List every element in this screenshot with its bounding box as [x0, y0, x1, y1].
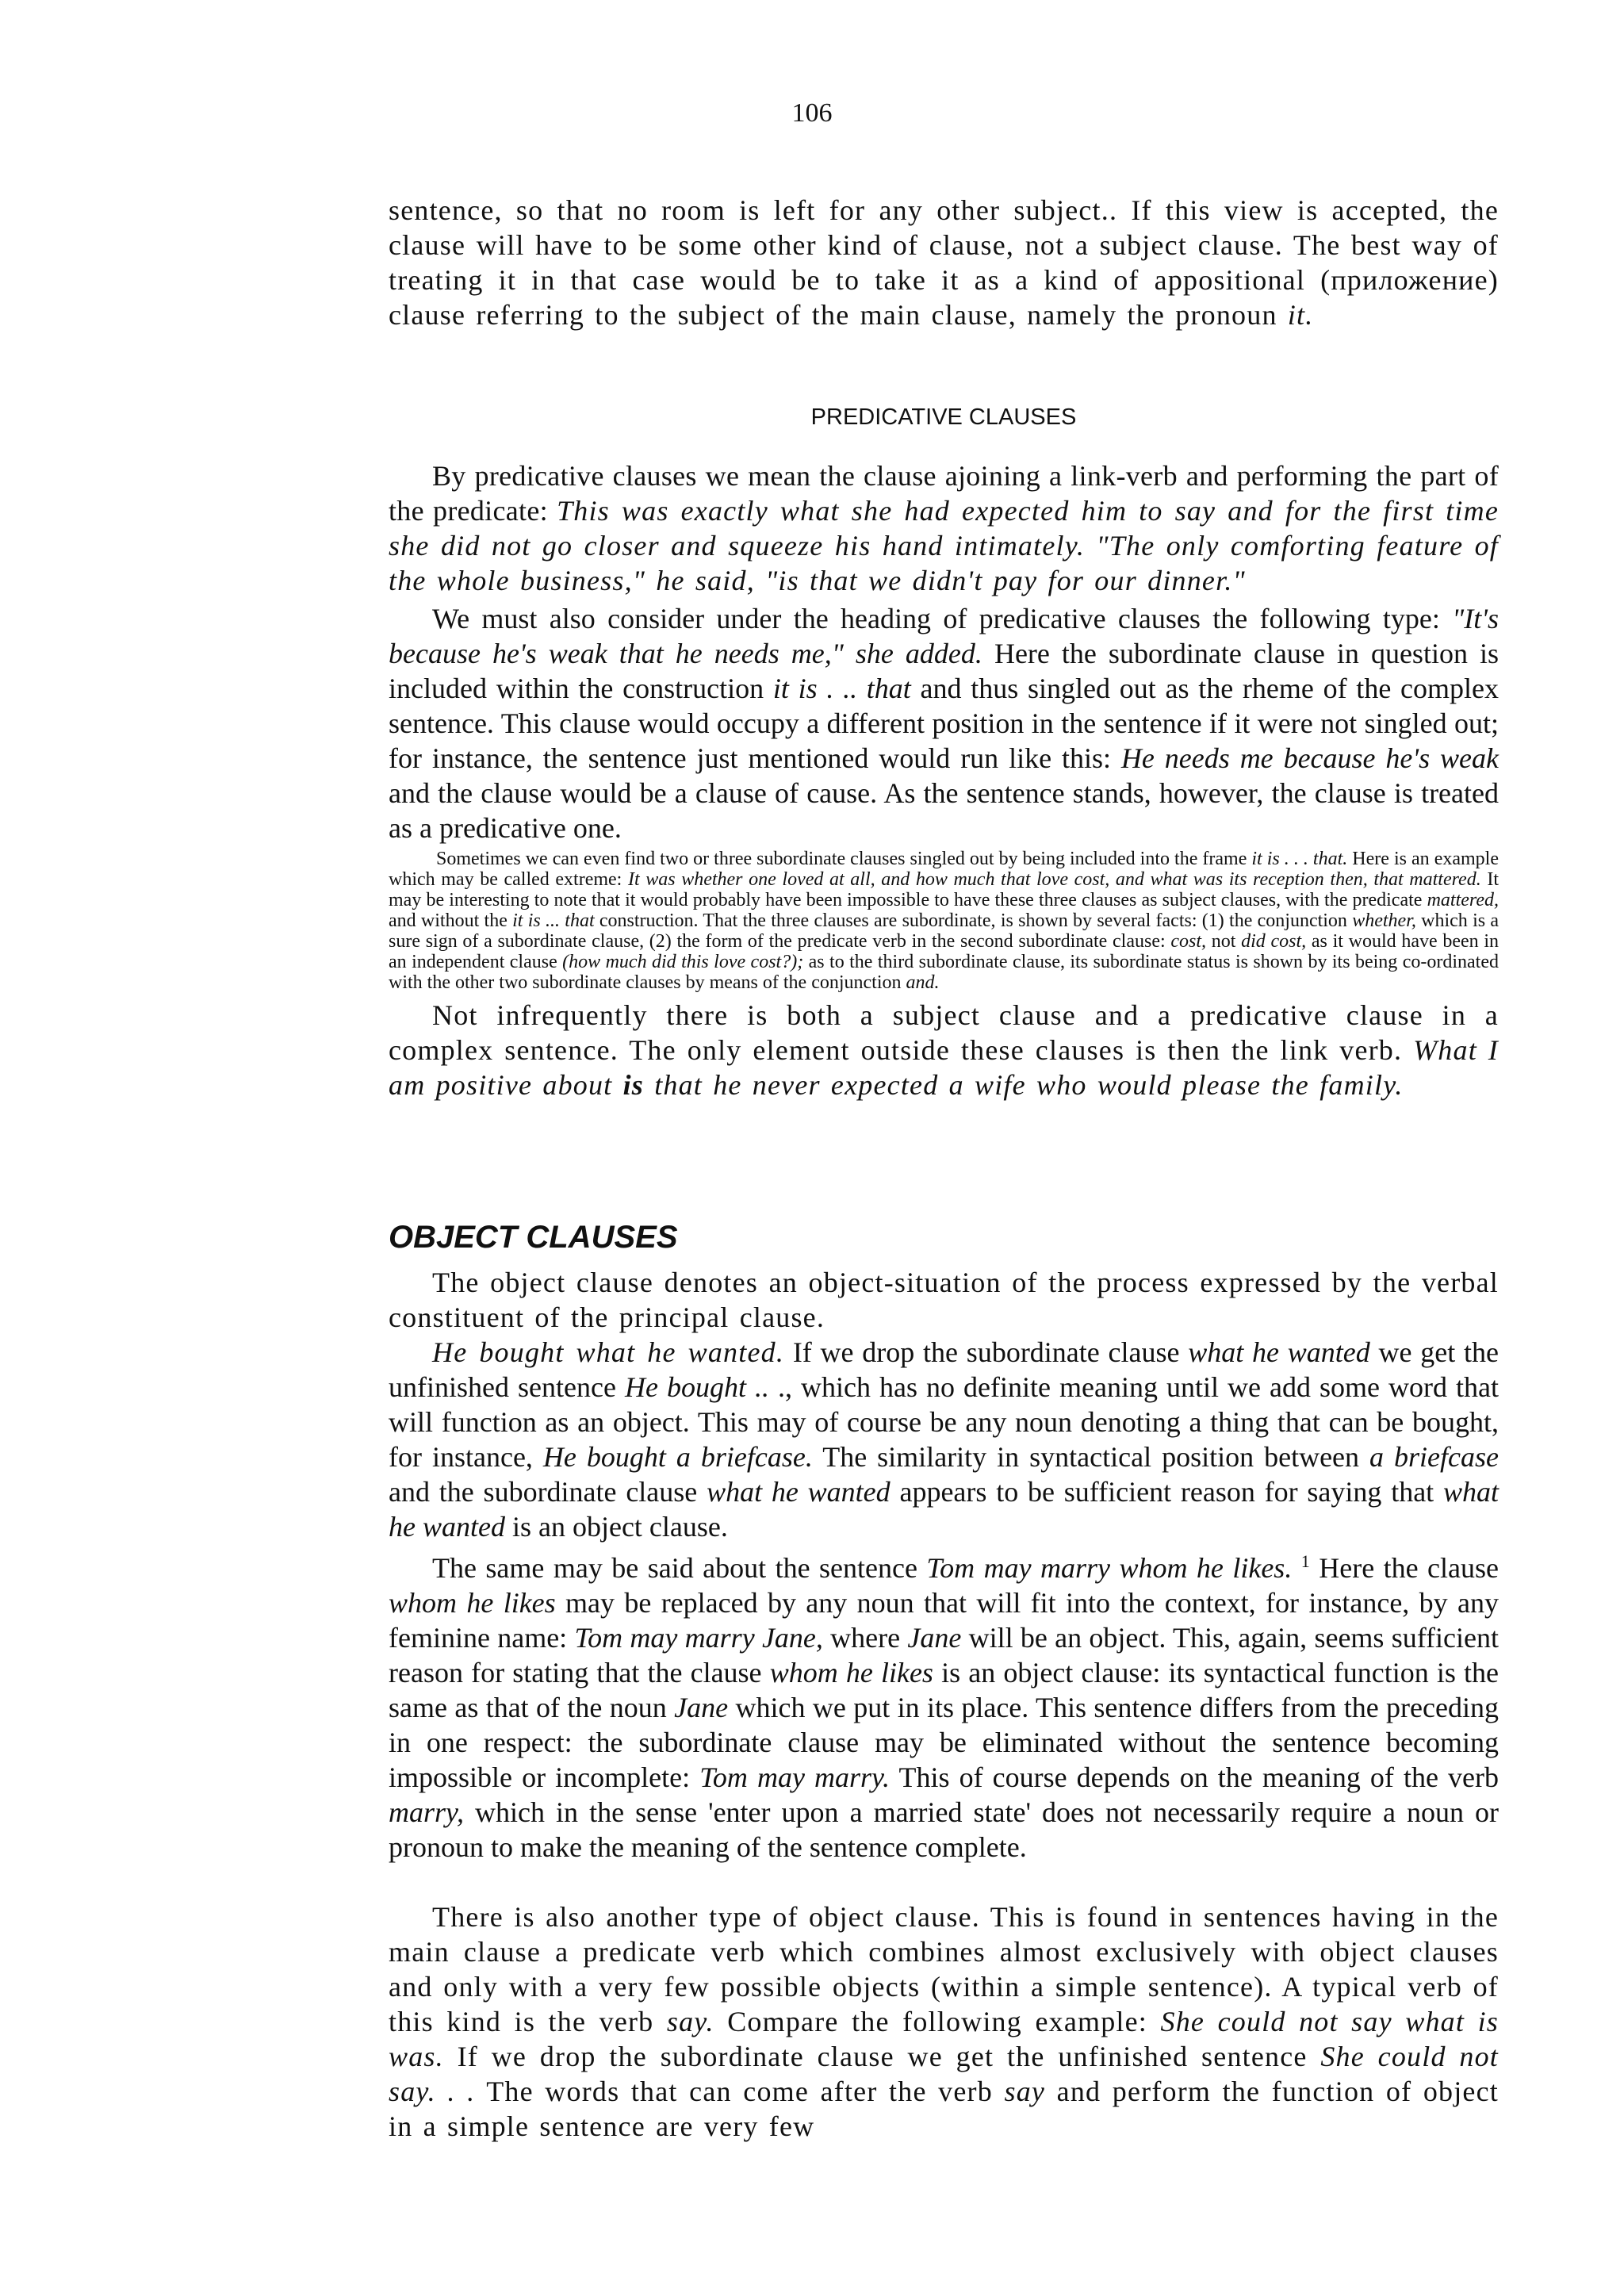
example-text: This was exactly what she had expected him to say and for the first time she did not go closer and squeeze his hand intimately. "The only comforting feature of the whole business," he said, "is that we didn't pay for our dinner.": [389, 495, 1499, 596]
text-run: and perform the function of object in a simple sentence are very few: [389, 2076, 1499, 2142]
text-run: where: [822, 1622, 908, 1654]
text-run: If we drop the subordinate clause we get the unfinished sentence: [443, 2041, 1321, 2072]
example-text: He bought what he wanted.: [432, 1336, 785, 1368]
example-text: Tom may marry whom he likes.: [926, 1552, 1293, 1584]
predicative-small-note: [389, 849, 1499, 993]
predicative-heading: PREDICATIVE CLAUSES: [810, 404, 1077, 430]
example-text: It was whether one loved at all, and how much that love cost, and what was its reception then, that mattered.: [627, 869, 1481, 890]
example-text: He bought ..: [624, 1371, 769, 1403]
intro-paragraph: [389, 193, 1499, 332]
text-run: not: [1206, 931, 1242, 952]
example-text: whom he likes: [389, 1587, 556, 1619]
example-text: She could not say what is was.: [389, 2006, 1499, 2072]
example-text: say.: [666, 2006, 714, 2037]
text-run: By predicative clauses we mean the clause ajoining a link-verb and performing the part of the predicate:: [389, 460, 1499, 527]
example-text: and.: [906, 972, 940, 993]
example-text: say: [1004, 2076, 1046, 2107]
object-section: [389, 1265, 1499, 2144]
emphasis-text: is: [622, 1069, 644, 1101]
text-run: will be an object. This, again, seems sufficient reason for stating that the clause: [389, 1622, 1499, 1688]
text-run: which is a sure sign of a subordinate clause, (2) the form of the predicate verb in the second subordinate clause:: [389, 910, 1500, 952]
text-run: We must also consider under the heading of predicative clauses the following type:: [432, 603, 1453, 634]
example-text: "It's because he's weak that he needs me," she added.: [389, 603, 1499, 669]
example-text: She could not say. . .: [389, 2041, 1500, 2107]
text-run: which in the sense 'enter upon a married state' does not necessarily require a noun or pronoun to make the meaning of the sentence complete.: [389, 1796, 1499, 1863]
example-text: it is . .. that: [772, 673, 911, 704]
intro-text: sentence, so that no room is left for any other subject.. If this view is accepted, the clause will have to be some other kind of clause, not a subject clause. The best way of treating it in that case would be to take it as a kind of appositional (приложение) clause referring to the subject of the main clause, namely the pronoun: [389, 194, 1499, 331]
text-run: If we drop the subordinate clause: [784, 1336, 1189, 1368]
text-run: and thus singled out as the rheme of the complex sentence. This clause would occupy a different position in the sentence if it were not singled out; for instance, the sentence just mentioned would run like this:: [389, 673, 1499, 774]
text-run: ., which has no definite meaning until we add some word that will function as an object. This may of course be any noun denoting a thing that can be bought, for instance,: [389, 1371, 1499, 1473]
text-run: Here the clause: [1309, 1552, 1500, 1584]
text-run: The similarity in syntactical position between: [812, 1441, 1370, 1473]
text-run: There is also another type of object clause. This is found in sentences having in the main clause a predicate verb which combines almost exclusively with object clauses and only with a very few possible objects (within a simple sentence). A typical verb of this kind is the verb: [389, 1901, 1499, 2037]
example-text: mattered,: [1427, 890, 1499, 910]
text-run: The same may be said about the sentence: [432, 1552, 927, 1584]
object-paragraph-1: The object clause denotes an object-situation of the process expressed by the verbal constituent of the principal clause.: [389, 1267, 1499, 1333]
example-text: cost,: [1170, 931, 1207, 952]
predicative-paragraph-2: [389, 601, 1499, 845]
text-run: is an object clause: its syntactical function is the same as that of the noun: [389, 1657, 1500, 1723]
example-text: whether,: [1352, 910, 1416, 931]
page-number: 106: [791, 98, 833, 128]
example-text: a briefcase: [1369, 1441, 1499, 1473]
example-text: What I am positive about: [389, 1034, 1499, 1101]
example-text: did cost,: [1241, 931, 1307, 952]
example-text: Jane: [674, 1692, 729, 1723]
predicative-paragraph-1: [389, 458, 1499, 598]
text-run: Sometimes we can even find two or three subordinate clauses singled out by being included into the frame: [436, 849, 1252, 869]
example-text: Tom may marry.: [699, 1761, 891, 1793]
intro-example: it.: [1287, 299, 1314, 331]
example-text: He needs me because he's weak: [1120, 742, 1500, 774]
predicative-section: [389, 458, 1499, 1102]
text-run: Compare the following example:: [714, 2006, 1161, 2037]
text-run: as to the third subordinate clause, its subordinate status is shown by its being co-ordinated with the other two subordinate clauses by means of the conjunction: [389, 952, 1500, 993]
footnote-marker: 1: [1300, 1551, 1310, 1571]
text-run: and without the: [389, 910, 513, 931]
example-text: it is . . . that.: [1251, 849, 1348, 869]
example-text: He bought a briefcase.: [542, 1441, 813, 1473]
text-run: Not infrequently there is both a subject clause and a predicative clause in a complex sentence. The only element outside these clauses is then the link verb.: [389, 999, 1499, 1066]
example-text: what he wanted: [1188, 1336, 1370, 1368]
example-text: that he never expected a wife who would please the family.: [644, 1069, 1404, 1101]
text-run: It may be interesting to note that it would probably have been impossible to have these three clauses as subject clauses, with the predicate: [389, 869, 1499, 910]
text-run: This of course depends on the meaning of the verb: [890, 1761, 1500, 1793]
text-run: Here is an example which may be called extreme:: [389, 849, 1499, 890]
text-run: may be replaced by any noun that will fit into the context, for instance, by any feminine name:: [389, 1587, 1499, 1654]
example-text: what he wanted: [707, 1476, 891, 1508]
text-run: The words that can come after the verb: [475, 2076, 1005, 2107]
text-run: appears to be sufficient reason for saying that: [890, 1476, 1443, 1508]
text-run: we get the unfinished sentence: [389, 1336, 1500, 1403]
text-run: construction. That the three clauses are subordinate, is shown by several facts: (1) the conjunction: [594, 910, 1353, 931]
text-run: and the clause would be a clause of cause. As the sentence stands, however, the clause is treated as a predicative one.: [389, 777, 1499, 844]
text-run: Here the subordinate clause in question is included within the construction: [389, 638, 1499, 704]
text-run: is an object clause.: [504, 1511, 728, 1543]
text-run: and the subordinate clause: [389, 1476, 707, 1508]
predicative-paragraph-3: [389, 998, 1499, 1102]
example-text: marry,: [389, 1796, 465, 1828]
object-paragraph-2: [389, 1335, 1499, 1544]
example-text: Jane: [907, 1622, 962, 1654]
object-heading: OBJECT CLAUSES: [389, 1220, 678, 1255]
text-run: as it would have been in an independent clause: [389, 931, 1500, 972]
object-paragraph-4: [389, 1899, 1499, 2144]
object-paragraph-3: [389, 1544, 1499, 1865]
intro-section: [389, 193, 1499, 332]
example-text: it is ... that: [512, 910, 595, 931]
text-run: which we put in its place. This sentence differs from the preceding in one respect: the subordinate clause may be eliminated without the sentence becoming impossible or incomplete:: [389, 1692, 1499, 1793]
example-text: what he wanted: [389, 1476, 1500, 1543]
example-text: whom he likes: [769, 1657, 933, 1688]
example-text: Tom may marry Jane,: [574, 1622, 823, 1654]
example-text: (how much did this love cost?);: [562, 952, 804, 972]
